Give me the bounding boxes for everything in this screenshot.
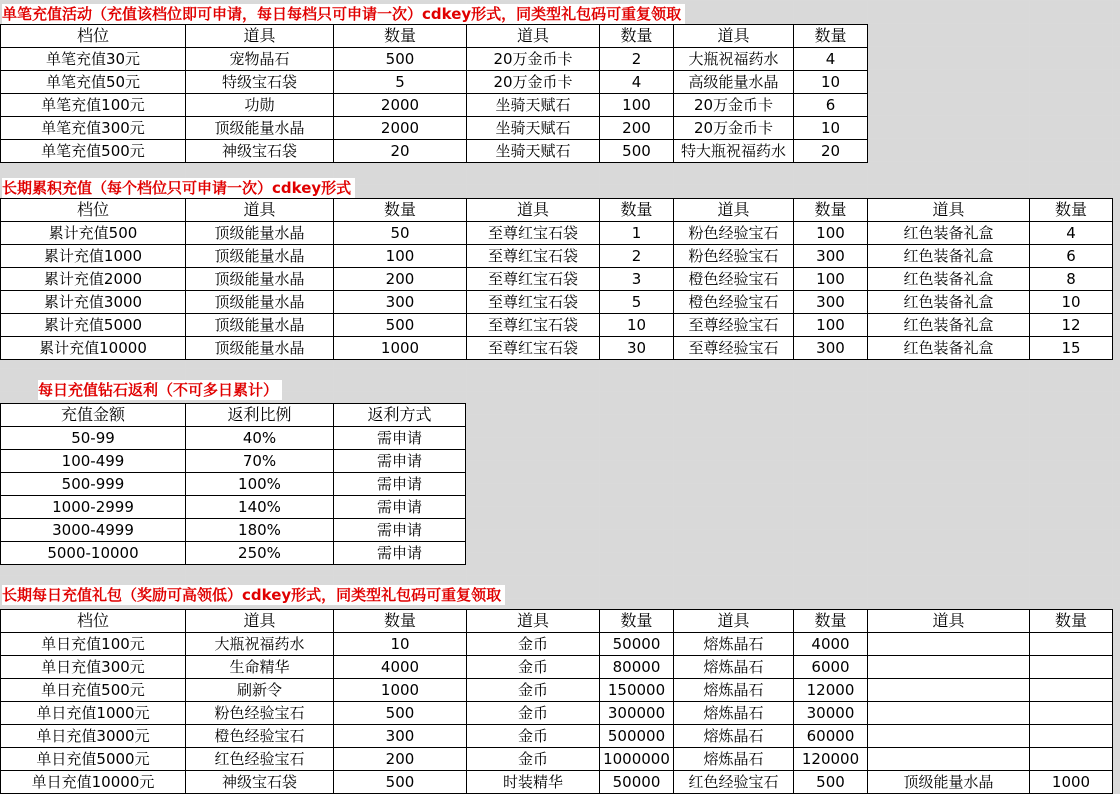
table-cell: 红色装备礼盒 bbox=[868, 314, 1030, 337]
table-cell: 累计充值10000 bbox=[1, 337, 186, 360]
header-cell: 道具 bbox=[467, 25, 600, 48]
table-cell: 40% bbox=[186, 427, 334, 450]
table-row bbox=[1, 140, 868, 163]
table-cell: 1000 bbox=[1030, 771, 1113, 794]
table-cell: 5 bbox=[600, 291, 674, 314]
table-cell: 红色装备礼盒 bbox=[868, 245, 1030, 268]
table-cell: 300 bbox=[334, 291, 467, 314]
table-cell: 顶级能量水晶 bbox=[186, 314, 334, 337]
table-cell: 单日充值3000元 bbox=[1, 725, 186, 748]
table-cell: 10 bbox=[794, 71, 868, 94]
table-cell: 熔炼晶石 bbox=[674, 702, 794, 725]
table-cell bbox=[868, 725, 1030, 748]
header-cell: 道具 bbox=[868, 610, 1030, 633]
table-cell bbox=[1030, 679, 1113, 702]
table-cell: 单笔充值50元 bbox=[1, 71, 186, 94]
cumulative-recharge-table bbox=[0, 198, 1113, 360]
table-row bbox=[1, 117, 868, 140]
table-cell: 金币 bbox=[467, 748, 600, 771]
table-cell: 顶级能量水晶 bbox=[868, 771, 1030, 794]
table-cell: 1000 bbox=[334, 679, 467, 702]
table-cell: 120000 bbox=[794, 748, 868, 771]
table-cell: 坐骑天赋石 bbox=[467, 94, 600, 117]
table-cell: 250% bbox=[186, 542, 334, 565]
table-cell: 特大瓶祝福药水 bbox=[674, 140, 794, 163]
table-cell bbox=[868, 679, 1030, 702]
table-cell: 熔炼晶石 bbox=[674, 748, 794, 771]
table-cell: 顶级能量水晶 bbox=[186, 245, 334, 268]
grid-line bbox=[0, 0, 1120, 1]
header-cell: 道具 bbox=[674, 610, 794, 633]
table-cell: 1 bbox=[600, 222, 674, 245]
header-cell: 档位 bbox=[1, 25, 186, 48]
table-cell: 300 bbox=[794, 245, 868, 268]
table-cell: 需申请 bbox=[334, 450, 466, 473]
header-cell: 数量 bbox=[334, 610, 467, 633]
table-cell: 单日充值1000元 bbox=[1, 702, 186, 725]
table-row bbox=[1, 94, 868, 117]
table-cell: 粉色经验宝石 bbox=[674, 222, 794, 245]
table-cell: 金币 bbox=[467, 725, 600, 748]
table-cell: 单日充值100元 bbox=[1, 633, 186, 656]
table-cell: 单笔充值100元 bbox=[1, 94, 186, 117]
table-cell: 神级宝石袋 bbox=[186, 771, 334, 794]
table-cell: 粉色经验宝石 bbox=[674, 245, 794, 268]
table-cell: 500 bbox=[334, 314, 467, 337]
rebate-title: 每日充值钻石返利（不可多日累计） bbox=[38, 380, 282, 400]
table-cell: 4000 bbox=[794, 633, 868, 656]
table-cell: 刷新令 bbox=[186, 679, 334, 702]
table-row bbox=[1, 427, 466, 450]
table-cell: 金币 bbox=[467, 702, 600, 725]
table-cell: 140% bbox=[186, 496, 334, 519]
table-cell: 顶级能量水晶 bbox=[186, 268, 334, 291]
table-cell: 需申请 bbox=[334, 496, 466, 519]
table-cell: 金币 bbox=[467, 656, 600, 679]
table-cell: 10 bbox=[334, 633, 467, 656]
table-cell: 10 bbox=[794, 117, 868, 140]
table-cell: 粉色经验宝石 bbox=[186, 702, 334, 725]
table-cell: 单笔充值500元 bbox=[1, 140, 186, 163]
table-row bbox=[1, 748, 1113, 771]
table-cell: 300 bbox=[334, 725, 467, 748]
daily-gift-table bbox=[0, 609, 1113, 794]
table-cell: 50000 bbox=[600, 771, 674, 794]
table-cell: 100 bbox=[600, 94, 674, 117]
table-cell: 累计充值1000 bbox=[1, 245, 186, 268]
table-cell: 至尊红宝石袋 bbox=[467, 268, 600, 291]
table-cell: 红色装备礼盒 bbox=[868, 222, 1030, 245]
table-cell: 至尊经验宝石 bbox=[674, 337, 794, 360]
table-cell: 3000-4999 bbox=[1, 519, 186, 542]
table-cell: 2 bbox=[600, 48, 674, 71]
header-cell: 道具 bbox=[186, 610, 334, 633]
table-cell: 1000 bbox=[334, 337, 467, 360]
table-cell: 红色经验宝石 bbox=[186, 748, 334, 771]
table-cell: 坐骑天赋石 bbox=[467, 117, 600, 140]
header-cell: 数量 bbox=[600, 25, 674, 48]
table-row bbox=[1, 245, 1113, 268]
table-cell: 15 bbox=[1030, 337, 1113, 360]
table-cell: 10 bbox=[600, 314, 674, 337]
table-cell: 至尊红宝石袋 bbox=[467, 245, 600, 268]
table-row bbox=[1, 314, 1113, 337]
single-recharge-table bbox=[0, 24, 868, 163]
table-cell: 500 bbox=[600, 140, 674, 163]
table-cell bbox=[1030, 748, 1113, 771]
table-cell: 300000 bbox=[600, 702, 674, 725]
header-row bbox=[1, 25, 868, 48]
table-cell: 神级宝石袋 bbox=[186, 140, 334, 163]
table-cell: 单笔充值300元 bbox=[1, 117, 186, 140]
header-cell: 数量 bbox=[1030, 610, 1113, 633]
table-cell: 熔炼晶石 bbox=[674, 725, 794, 748]
header-cell: 充值金额 bbox=[1, 404, 186, 427]
table-cell bbox=[1030, 656, 1113, 679]
table-cell: 20万金币卡 bbox=[674, 94, 794, 117]
header-cell: 数量 bbox=[1030, 199, 1113, 222]
table-row bbox=[1, 268, 1113, 291]
table-row bbox=[1, 519, 466, 542]
header-cell: 档位 bbox=[1, 610, 186, 633]
table-cell: 需申请 bbox=[334, 427, 466, 450]
table-cell: 60000 bbox=[794, 725, 868, 748]
header-cell: 返利方式 bbox=[334, 404, 466, 427]
table-cell: 特级宝石袋 bbox=[186, 71, 334, 94]
table-cell: 红色装备礼盒 bbox=[868, 268, 1030, 291]
table-cell bbox=[868, 702, 1030, 725]
table-cell: 单笔充值30元 bbox=[1, 48, 186, 71]
table-cell: 顶级能量水晶 bbox=[186, 222, 334, 245]
table-cell: 累计充值2000 bbox=[1, 268, 186, 291]
table-cell: 50000 bbox=[600, 633, 674, 656]
table-cell: 金币 bbox=[467, 679, 600, 702]
table-row bbox=[1, 222, 1113, 245]
table-cell: 30 bbox=[600, 337, 674, 360]
table-cell: 至尊红宝石袋 bbox=[467, 314, 600, 337]
table-row bbox=[1, 496, 466, 519]
table-cell: 功勋 bbox=[186, 94, 334, 117]
header-cell: 道具 bbox=[467, 199, 600, 222]
header-cell: 数量 bbox=[794, 25, 868, 48]
table-cell: 200 bbox=[334, 748, 467, 771]
table-cell bbox=[1030, 702, 1113, 725]
header-cell: 返利比例 bbox=[186, 404, 334, 427]
table-cell: 100 bbox=[794, 222, 868, 245]
cumulative-recharge-title: 长期累积充值（每个档位只可申请一次）cdkey形式 bbox=[2, 178, 355, 198]
header-cell: 道具 bbox=[186, 25, 334, 48]
table-cell: 至尊经验宝石 bbox=[674, 314, 794, 337]
table-cell: 单日充值5000元 bbox=[1, 748, 186, 771]
table-cell: 2000 bbox=[334, 117, 467, 140]
table-cell: 500 bbox=[334, 771, 467, 794]
table-cell: 8 bbox=[1030, 268, 1113, 291]
table-cell: 300 bbox=[794, 291, 868, 314]
header-cell: 道具 bbox=[674, 25, 794, 48]
table-cell: 红色装备礼盒 bbox=[868, 337, 1030, 360]
table-cell: 高级能量水晶 bbox=[674, 71, 794, 94]
table-row bbox=[1, 702, 1113, 725]
table-row bbox=[1, 71, 868, 94]
table-cell: 熔炼晶石 bbox=[674, 633, 794, 656]
table-cell: 12000 bbox=[794, 679, 868, 702]
table-cell: 10 bbox=[1030, 291, 1113, 314]
header-cell: 数量 bbox=[600, 199, 674, 222]
table-cell bbox=[868, 748, 1030, 771]
header-cell: 数量 bbox=[794, 610, 868, 633]
header-cell: 道具 bbox=[186, 199, 334, 222]
table-row bbox=[1, 450, 466, 473]
table-cell: 橙色经验宝石 bbox=[674, 268, 794, 291]
table-cell bbox=[1030, 725, 1113, 748]
table-cell: 100 bbox=[334, 245, 467, 268]
header-cell: 道具 bbox=[868, 199, 1030, 222]
table-cell: 2 bbox=[600, 245, 674, 268]
table-cell: 500-999 bbox=[1, 473, 186, 496]
table-cell: 70% bbox=[186, 450, 334, 473]
table-row bbox=[1, 542, 466, 565]
table-cell: 大瓶祝福药水 bbox=[674, 48, 794, 71]
table-cell: 20万金币卡 bbox=[467, 71, 600, 94]
table-cell: 200 bbox=[600, 117, 674, 140]
table-cell: 20 bbox=[334, 140, 467, 163]
table-cell: 6 bbox=[794, 94, 868, 117]
table-row bbox=[1, 48, 868, 71]
table-cell: 100-499 bbox=[1, 450, 186, 473]
header-cell: 数量 bbox=[334, 25, 467, 48]
header-row bbox=[1, 199, 1113, 222]
table-cell: 需申请 bbox=[334, 542, 466, 565]
table-cell: 4000 bbox=[334, 656, 467, 679]
table-row bbox=[1, 771, 1113, 794]
table-cell: 红色经验宝石 bbox=[674, 771, 794, 794]
table-row bbox=[1, 337, 1113, 360]
table-cell: 50-99 bbox=[1, 427, 186, 450]
table-cell: 单日充值300元 bbox=[1, 656, 186, 679]
header-row bbox=[1, 610, 1113, 633]
table-cell bbox=[868, 656, 1030, 679]
table-cell: 4 bbox=[600, 71, 674, 94]
table-cell: 橙色经验宝石 bbox=[186, 725, 334, 748]
table-cell: 6 bbox=[1030, 245, 1113, 268]
grid-line bbox=[0, 368, 1120, 369]
table-cell: 500 bbox=[334, 702, 467, 725]
table-cell: 180% bbox=[186, 519, 334, 542]
table-cell: 宠物晶石 bbox=[186, 48, 334, 71]
header-cell: 道具 bbox=[467, 610, 600, 633]
table-cell: 4 bbox=[794, 48, 868, 71]
table-cell: 500000 bbox=[600, 725, 674, 748]
table-cell: 累计充值3000 bbox=[1, 291, 186, 314]
table-cell: 单日充值10000元 bbox=[1, 771, 186, 794]
table-cell: 2000 bbox=[334, 94, 467, 117]
table-cell: 20万金币卡 bbox=[467, 48, 600, 71]
table-row bbox=[1, 633, 1113, 656]
table-cell: 6000 bbox=[794, 656, 868, 679]
table-cell: 需申请 bbox=[334, 473, 466, 496]
table-cell: 累计充值5000 bbox=[1, 314, 186, 337]
table-cell: 生命精华 bbox=[186, 656, 334, 679]
table-cell: 30000 bbox=[794, 702, 868, 725]
rebate-table bbox=[0, 403, 466, 565]
table-cell: 100 bbox=[794, 268, 868, 291]
table-cell: 100% bbox=[186, 473, 334, 496]
table-cell: 时装精华 bbox=[467, 771, 600, 794]
table-row bbox=[1, 473, 466, 496]
table-cell: 5000-10000 bbox=[1, 542, 186, 565]
table-cell: 20 bbox=[794, 140, 868, 163]
table-cell: 累计充值500 bbox=[1, 222, 186, 245]
table-row bbox=[1, 291, 1113, 314]
table-cell: 金币 bbox=[467, 633, 600, 656]
table-cell: 需申请 bbox=[334, 519, 466, 542]
table-row bbox=[1, 656, 1113, 679]
table-cell: 单日充值500元 bbox=[1, 679, 186, 702]
table-cell bbox=[1030, 633, 1113, 656]
table-cell: 1000000 bbox=[600, 748, 674, 771]
table-cell: 3 bbox=[600, 268, 674, 291]
table-cell: 300 bbox=[794, 337, 868, 360]
table-cell: 500 bbox=[334, 48, 467, 71]
table-cell: 200 bbox=[334, 268, 467, 291]
table-cell: 12 bbox=[1030, 314, 1113, 337]
header-cell: 档位 bbox=[1, 199, 186, 222]
header-cell: 数量 bbox=[600, 610, 674, 633]
table-cell: 坐骑天赋石 bbox=[467, 140, 600, 163]
single-recharge-title: 单笔充值活动（充值该档位即可申请，每日每档只可申请一次）cdkey形式，同类型礼包码可重复领取 bbox=[2, 4, 685, 24]
grid-line bbox=[0, 575, 1120, 576]
table-cell: 大瓶祝福药水 bbox=[186, 633, 334, 656]
table-cell: 100 bbox=[794, 314, 868, 337]
daily-gift-title: 长期每日充值礼包（奖励可高领低）cdkey形式，同类型礼包码可重复领取 bbox=[2, 585, 505, 605]
table-cell: 至尊红宝石袋 bbox=[467, 337, 600, 360]
table-cell: 顶级能量水晶 bbox=[186, 337, 334, 360]
table-cell: 500 bbox=[794, 771, 868, 794]
table-cell: 80000 bbox=[600, 656, 674, 679]
header-cell: 道具 bbox=[674, 199, 794, 222]
header-cell: 数量 bbox=[334, 199, 467, 222]
table-row bbox=[1, 679, 1113, 702]
header-row bbox=[1, 404, 466, 427]
table-cell: 150000 bbox=[600, 679, 674, 702]
table-cell: 至尊红宝石袋 bbox=[467, 291, 600, 314]
header-cell: 数量 bbox=[794, 199, 868, 222]
table-cell: 1000-2999 bbox=[1, 496, 186, 519]
table-cell bbox=[868, 633, 1030, 656]
table-cell: 顶级能量水晶 bbox=[186, 291, 334, 314]
table-cell: 20万金币卡 bbox=[674, 117, 794, 140]
table-cell: 橙色经验宝石 bbox=[674, 291, 794, 314]
table-cell: 5 bbox=[334, 71, 467, 94]
table-cell: 4 bbox=[1030, 222, 1113, 245]
table-cell: 顶级能量水晶 bbox=[186, 117, 334, 140]
table-cell: 红色装备礼盒 bbox=[868, 291, 1030, 314]
table-cell: 熔炼晶石 bbox=[674, 679, 794, 702]
table-cell: 熔炼晶石 bbox=[674, 656, 794, 679]
table-row bbox=[1, 725, 1113, 748]
table-cell: 至尊红宝石袋 bbox=[467, 222, 600, 245]
table-cell: 50 bbox=[334, 222, 467, 245]
